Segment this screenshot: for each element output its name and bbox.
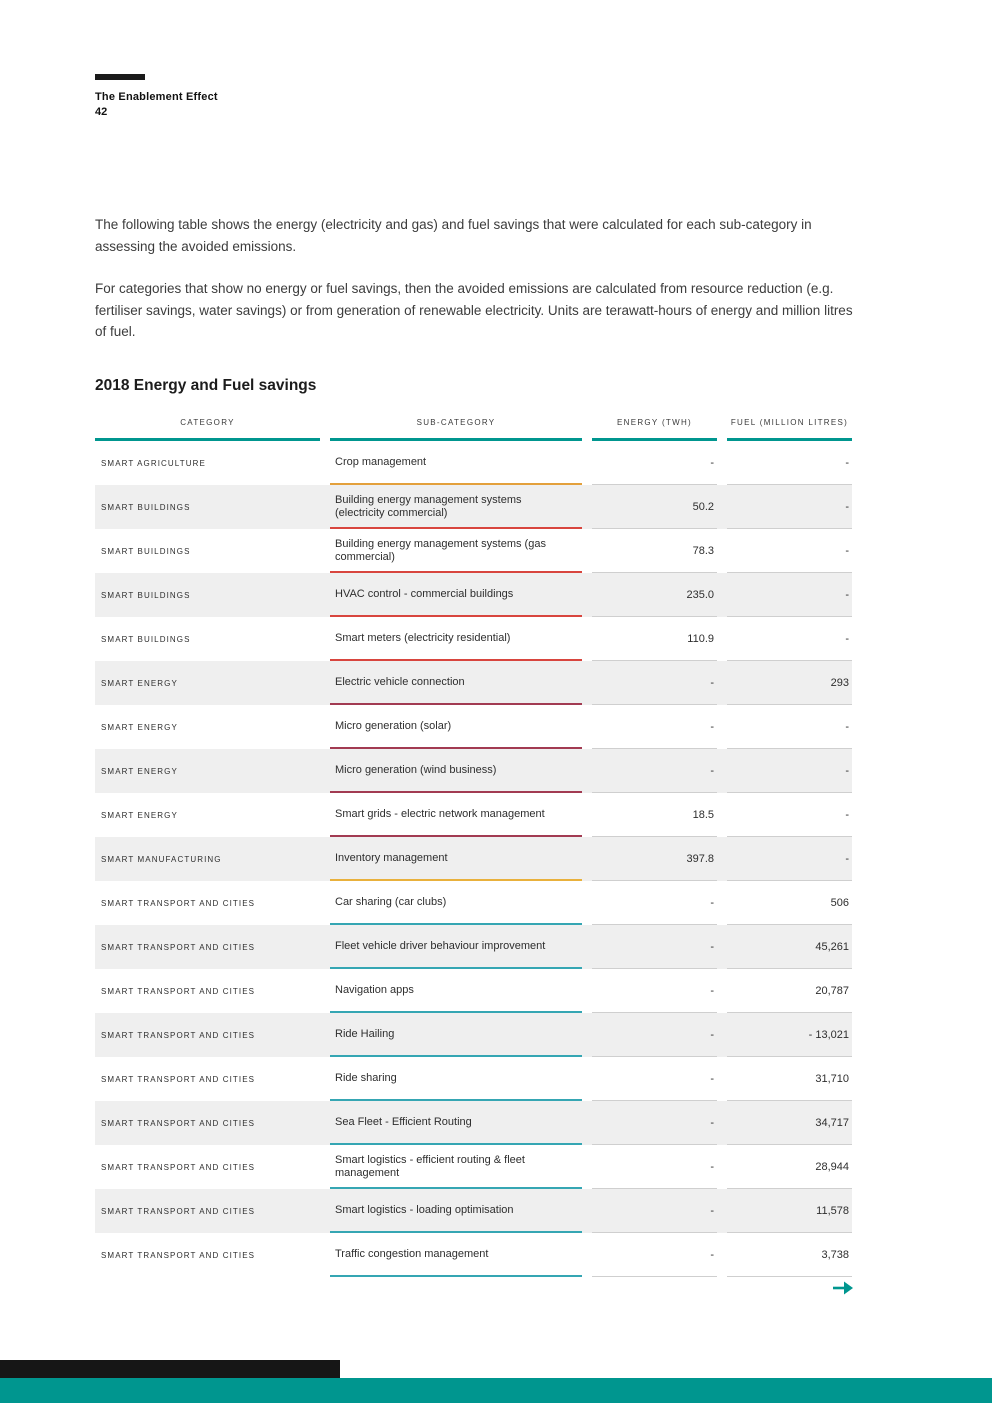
intro-paragraph-2: For categories that show no energy or fuel savings, then the avoided emissions are calculated from resource reduction (e.g. fertiliser savings, water savings) or from generation of renewable electricity. Units are terawatt-hours of energy and million litres of fuel.: [95, 281, 853, 339]
column-header-energy: ENERGY (TWH): [592, 418, 717, 441]
table-row: [95, 1057, 852, 1101]
section-title: 2018 Energy and Fuel savings: [95, 377, 317, 394]
category-cell: SMART BUILDINGS: [101, 546, 191, 556]
energy-cell: -: [592, 661, 717, 705]
table-body: [95, 441, 852, 1277]
fuel-cell: 45,261: [727, 925, 852, 969]
fuel-cell: -: [727, 441, 852, 485]
fuel-cell: -: [727, 705, 852, 749]
fuel-cell: 34,717: [727, 1101, 852, 1145]
document-title: The Enablement Effect: [95, 91, 218, 103]
energy-cell: -: [592, 969, 717, 1013]
subcategory-cell: Navigation apps: [330, 969, 582, 1013]
subcategory-cell: Inventory management: [330, 837, 582, 881]
fuel-cell: 20,787: [727, 969, 852, 1013]
fuel-cell: 3,738: [727, 1233, 852, 1277]
table-row: [95, 881, 852, 925]
subcategory-cell: Crop management: [330, 441, 582, 485]
category-cell: SMART TRANSPORT AND CITIES: [101, 1118, 256, 1128]
fuel-cell: - 13,021: [727, 1013, 852, 1057]
energy-cell: -: [592, 1145, 717, 1189]
energy-cell: 78.3: [592, 529, 717, 573]
table-row: [95, 617, 852, 661]
energy-cell: -: [592, 749, 717, 793]
subcategory-cell: Micro generation (wind business): [330, 749, 582, 793]
category-cell: SMART ENERGY: [101, 678, 178, 688]
energy-cell: -: [592, 1101, 717, 1145]
subcategory-cell: Building energy management systems (gas commercial): [330, 529, 582, 573]
category-cell: SMART TRANSPORT AND CITIES: [101, 1162, 256, 1172]
category-cell: SMART TRANSPORT AND CITIES: [101, 1206, 256, 1216]
column-header-fuel: FUEL (MILLION LITRES): [727, 418, 852, 441]
fuel-cell: -: [727, 485, 852, 529]
intro-text: [95, 214, 857, 343]
column-header-category: CATEGORY: [95, 418, 320, 441]
table-row: [95, 1145, 852, 1189]
table-row: [95, 837, 852, 881]
energy-cell: -: [592, 1013, 717, 1057]
category-cell: SMART TRANSPORT AND CITIES: [101, 1250, 256, 1260]
fuel-cell: -: [727, 617, 852, 661]
energy-cell: -: [592, 1233, 717, 1277]
subcategory-cell: Electric vehicle connection: [330, 661, 582, 705]
fuel-cell: -: [727, 837, 852, 881]
energy-cell: -: [592, 1057, 717, 1101]
table-row: [95, 529, 852, 573]
table-continues-indicator: [832, 1280, 854, 1296]
table-row: [95, 573, 852, 617]
energy-cell: -: [592, 925, 717, 969]
savings-table: [95, 405, 852, 1277]
energy-cell: -: [592, 705, 717, 749]
subcategory-cell: Fleet vehicle driver behaviour improvement: [330, 925, 582, 969]
table-row: [95, 661, 852, 705]
category-cell: SMART ENERGY: [101, 766, 178, 776]
footer-black-bar: [0, 1360, 340, 1378]
energy-cell: 110.9: [592, 617, 717, 661]
category-cell: SMART TRANSPORT AND CITIES: [101, 986, 256, 996]
category-cell: SMART TRANSPORT AND CITIES: [101, 1074, 256, 1084]
fuel-cell: 506: [727, 881, 852, 925]
table-row: [95, 925, 852, 969]
energy-cell: 397.8: [592, 837, 717, 881]
subcategory-cell: HVAC control - commercial buildings: [330, 573, 582, 617]
energy-cell: 18.5: [592, 793, 717, 837]
subcategory-cell: Ride Hailing: [330, 1013, 582, 1057]
category-cell: SMART BUILDINGS: [101, 634, 191, 644]
energy-cell: -: [592, 441, 717, 485]
subcategory-cell: Building energy management systems (electricity commercial): [330, 485, 582, 529]
table-row: [95, 1189, 852, 1233]
energy-cell: -: [592, 1189, 717, 1233]
arrow-right-icon: [832, 1280, 854, 1296]
column-header-subcategory: SUB-CATEGORY: [330, 418, 582, 441]
fuel-cell: -: [727, 573, 852, 617]
page-number: 42: [95, 106, 108, 118]
fuel-cell: 31,710: [727, 1057, 852, 1101]
table-row: [95, 485, 852, 529]
table-row: [95, 1013, 852, 1057]
table-row: [95, 705, 852, 749]
table-row: [95, 793, 852, 837]
subcategory-cell: Micro generation (solar): [330, 705, 582, 749]
subcategory-cell: Smart meters (electricity residential): [330, 617, 582, 661]
fuel-cell: -: [727, 749, 852, 793]
category-cell: SMART ENERGY: [101, 810, 178, 820]
subcategory-cell: Smart logistics - loading optimisation: [330, 1189, 582, 1233]
subcategory-cell: Smart grids - electric network management: [330, 793, 582, 837]
category-cell: SMART TRANSPORT AND CITIES: [101, 942, 256, 952]
energy-cell: 50.2: [592, 485, 717, 529]
table-header-row: [95, 405, 852, 441]
fuel-cell: 28,944: [727, 1145, 852, 1189]
category-cell: SMART BUILDINGS: [101, 502, 191, 512]
fuel-cell: -: [727, 793, 852, 837]
subcategory-cell: Ride sharing: [330, 1057, 582, 1101]
energy-cell: -: [592, 881, 717, 925]
table-row: [95, 1101, 852, 1145]
table-row: [95, 969, 852, 1013]
table-row: [95, 1233, 852, 1277]
footer-teal-bar: [0, 1378, 992, 1403]
intro-paragraph-1: The following table shows the energy (electricity and gas) and fuel savings that were calculated for each sub-category in assessing the avoided emissions.: [95, 217, 812, 254]
brand-rule: [95, 74, 145, 80]
fuel-cell: 11,578: [727, 1189, 852, 1233]
subcategory-cell: Smart logistics - efficient routing & fleet management: [330, 1145, 582, 1189]
category-cell: SMART MANUFACTURING: [101, 854, 222, 864]
fuel-cell: -: [727, 529, 852, 573]
subcategory-cell: Car sharing (car clubs): [330, 881, 582, 925]
category-cell: SMART BUILDINGS: [101, 590, 191, 600]
category-cell: SMART TRANSPORT AND CITIES: [101, 898, 256, 908]
table-row: [95, 749, 852, 793]
category-cell: SMART ENERGY: [101, 722, 178, 732]
subcategory-cell: Sea Fleet - Efficient Routing: [330, 1101, 582, 1145]
category-cell: SMART AGRICULTURE: [101, 458, 206, 468]
fuel-cell: 293: [727, 661, 852, 705]
subcategory-cell: Traffic congestion management: [330, 1233, 582, 1277]
energy-cell: 235.0: [592, 573, 717, 617]
category-cell: SMART TRANSPORT AND CITIES: [101, 1030, 256, 1040]
table-row: [95, 441, 852, 485]
